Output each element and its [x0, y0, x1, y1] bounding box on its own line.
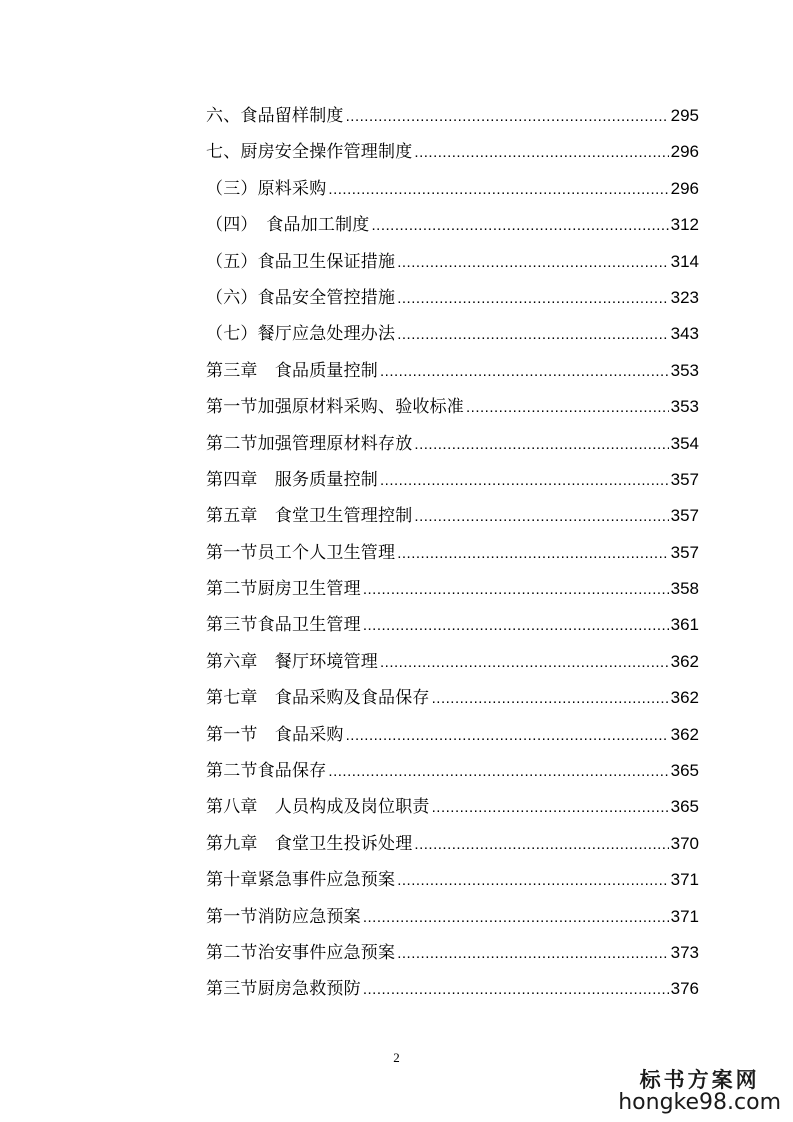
toc-entry-page: 354 — [670, 433, 699, 453]
toc-entry-page: 365 — [670, 761, 699, 781]
toc-entry[interactable] — [206, 212, 699, 248]
toc-entry-page: 362 — [670, 651, 699, 671]
toc-entry-title: 第一节 食品采购 — [206, 724, 344, 745]
toc-entry-title: 第十章紧急事件应急预案 — [206, 870, 396, 891]
toc-entry[interactable] — [206, 285, 699, 321]
toc-entry-title: （五）食品卫生保证措施 — [206, 251, 396, 272]
toc-entry-title: 第一节消防应急预案 — [206, 906, 361, 927]
toc-entry[interactable] — [206, 103, 699, 139]
toc-dot-leader — [414, 432, 668, 458]
toc-dot-leader — [432, 686, 669, 712]
toc-entry[interactable] — [206, 685, 699, 721]
toc-dot-leader — [466, 395, 669, 421]
toc-entry[interactable] — [206, 358, 699, 394]
toc-dot-leader — [397, 868, 668, 894]
toc-entry[interactable] — [206, 576, 699, 612]
toc-dot-leader — [380, 359, 669, 385]
toc-entry-title: 第九章 食堂卫生投诉处理 — [206, 833, 413, 854]
toc-entry-title: （六）食品安全管控措施 — [206, 287, 396, 308]
toc-entry-page: 371 — [670, 870, 699, 890]
toc-entry[interactable] — [206, 249, 699, 285]
toc-dot-leader — [414, 140, 668, 166]
toc-entry-page: 357 — [670, 542, 699, 562]
toc-entry-page: 362 — [670, 688, 699, 708]
toc-entry[interactable] — [206, 503, 699, 539]
toc-entry-title: 第二节厨房卫生管理 — [206, 579, 361, 600]
toc-entry-title: 七、厨房安全操作管理制度 — [206, 142, 413, 163]
toc-entry-title: 第二节治安事件应急预案 — [206, 942, 396, 963]
toc-entry-page: 312 — [670, 215, 699, 235]
toc-entry-page: 365 — [670, 797, 699, 817]
toc-entry-title: （七）餐厅应急处理办法 — [206, 324, 396, 345]
toc-dot-leader — [414, 832, 668, 858]
toc-dot-leader — [397, 250, 668, 276]
toc-entry-title: 第七章 食品采购及食品保存 — [206, 688, 430, 709]
toc-dot-leader — [397, 286, 668, 312]
toc-entry-page: 314 — [670, 251, 699, 271]
toc-entry-page: 295 — [670, 106, 699, 125]
toc-entry-title: 第二节食品保存 — [206, 761, 327, 782]
table-of-contents — [206, 103, 699, 1013]
toc-entry-page: 323 — [670, 287, 699, 307]
toc-entry-page: 358 — [670, 579, 699, 599]
toc-entry[interactable] — [206, 176, 699, 212]
page-number: 2 — [393, 1050, 400, 1065]
watermark-url: hongke98.com — [618, 1090, 781, 1115]
toc-entry-title: 第四章 服务质量控制 — [206, 469, 378, 490]
toc-entry[interactable] — [206, 940, 699, 976]
toc-entry[interactable] — [206, 758, 699, 794]
toc-entry-title: 第五章 食堂卫生管理控制 — [206, 506, 413, 527]
toc-entry-title: （三）原料采购 — [206, 178, 327, 199]
toc-entry-page: 296 — [670, 142, 699, 162]
toc-entry[interactable] — [206, 649, 699, 685]
toc-dot-leader — [372, 213, 669, 239]
toc-dot-leader — [363, 613, 669, 639]
toc-entry-title: 第八章 人员构成及岗位职责 — [206, 797, 430, 818]
toc-dot-leader — [363, 977, 669, 1003]
toc-entry-page: 373 — [670, 942, 699, 962]
toc-entry-page: 376 — [670, 979, 699, 999]
toc-entry[interactable] — [206, 540, 699, 576]
toc-dot-leader — [363, 905, 669, 931]
toc-dot-leader — [397, 322, 668, 348]
toc-entry[interactable] — [206, 722, 699, 758]
toc-dot-leader — [432, 795, 669, 821]
toc-entry[interactable] — [206, 139, 699, 175]
toc-entry-title: 第一节加强原材料采购、验收标准 — [206, 397, 464, 418]
toc-entry-page: 362 — [670, 724, 699, 744]
toc-dot-leader — [397, 541, 668, 567]
toc-entry[interactable] — [206, 904, 699, 940]
toc-entry-title: 第三节厨房急救预防 — [206, 979, 361, 1000]
toc-entry[interactable] — [206, 431, 699, 467]
toc-entry[interactable] — [206, 321, 699, 357]
toc-entry-page: 371 — [670, 906, 699, 926]
toc-dot-leader — [328, 759, 668, 785]
toc-entry-title: （四） 食品加工制度 — [206, 215, 370, 236]
toc-entry-page: 361 — [670, 615, 699, 635]
toc-entry-title: 第三节食品卫生管理 — [206, 615, 361, 636]
toc-entry-page: 343 — [670, 324, 699, 344]
toc-dot-leader — [346, 723, 669, 749]
toc-dot-leader — [380, 650, 669, 676]
toc-entry-title: 第二节加强管理原材料存放 — [206, 433, 413, 454]
toc-entry-page: 296 — [670, 178, 699, 198]
toc-entry-title: 第一节员工个人卫生管理 — [206, 542, 396, 563]
toc-dot-leader — [328, 177, 668, 203]
toc-dot-leader — [380, 468, 669, 494]
toc-entry[interactable] — [206, 831, 699, 867]
toc-dot-leader — [346, 104, 669, 130]
toc-entry-page: 353 — [670, 397, 699, 417]
toc-entry-title: 第三章 食品质量控制 — [206, 360, 378, 381]
toc-entry[interactable] — [206, 867, 699, 903]
toc-entry[interactable] — [206, 394, 699, 430]
toc-entry[interactable] — [206, 794, 699, 830]
toc-entry-page: 357 — [670, 506, 699, 526]
toc-entry[interactable] — [206, 612, 699, 648]
toc-entry-title: 六、食品留样制度 — [206, 106, 344, 126]
toc-entry-title: 第六章 餐厅环境管理 — [206, 651, 378, 672]
watermark — [618, 1069, 781, 1114]
toc-dot-leader — [397, 941, 668, 967]
toc-entry[interactable] — [206, 467, 699, 503]
toc-dot-leader — [363, 577, 669, 603]
watermark-site-name: 标书方案网 — [639, 1067, 760, 1092]
toc-entry-page: 353 — [670, 360, 699, 380]
toc-entry[interactable] — [206, 976, 699, 1012]
toc-dot-leader — [414, 504, 668, 530]
toc-entry-page: 357 — [670, 469, 699, 489]
toc-entry-page: 370 — [670, 833, 699, 853]
